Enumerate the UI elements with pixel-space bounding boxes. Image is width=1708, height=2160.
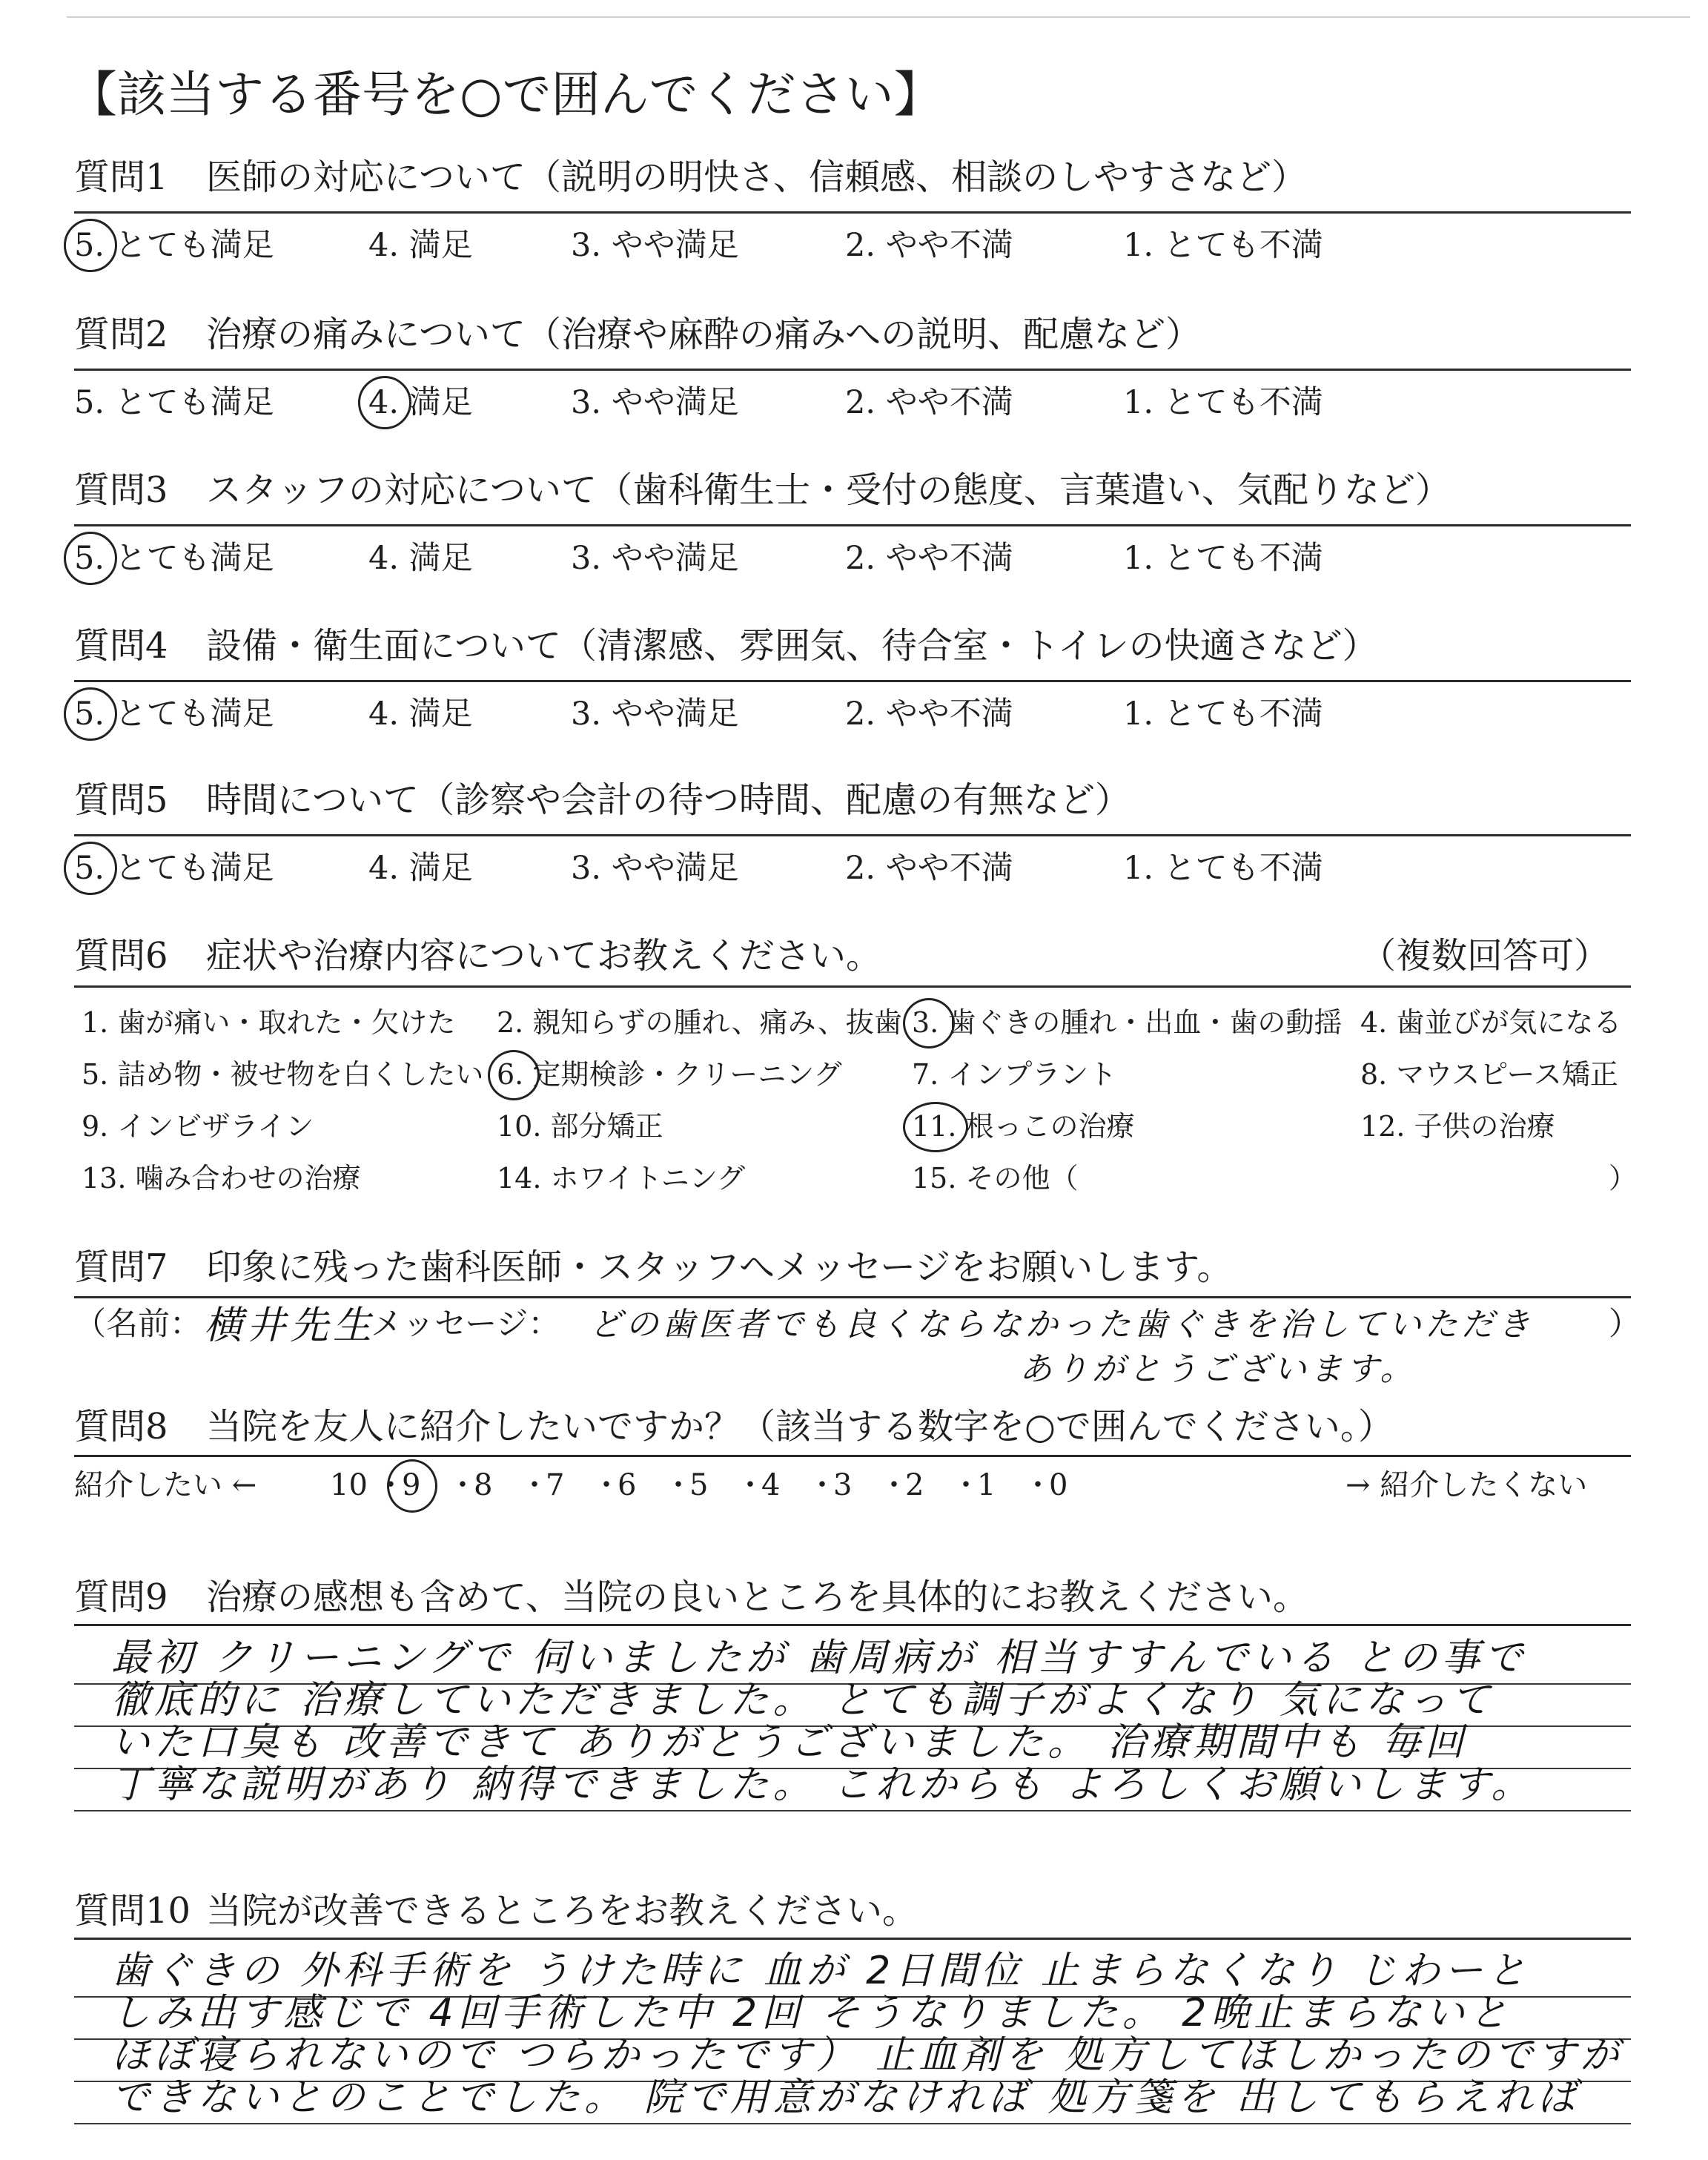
q10-line-1: 歯ぐきの 外科手術を うけた時に 血が 2日間位 止まらなくなり じわーと [111,1949,1531,1993]
q6-selection-circle-11 [903,1102,968,1152]
q8-number-1: 1 [977,1468,996,1502]
question-3-text: スタッフの対応について（歯科衛生士・受付の態度、言葉遣い、気配りなど） [206,469,1452,511]
q9-line-1: 最初 クリーニングで 伺いましたが 歯周病が 相当すすんでいる との事で [111,1636,1528,1680]
q5-option-5: 5. とても満足 [74,850,274,887]
q8-number-5: 5 [689,1468,709,1502]
q6-option-3: 3. 歯ぐきの腫れ・出血・歯の動揺 [912,1006,1343,1039]
q7-message-value: どの歯医者でも良くならなかった歯ぐきを治していただき [589,1306,1534,1344]
q9-text: 治療の感想も含めて、当院の良いところを具体的にお教えください。 [206,1576,1309,1618]
page-title: 【該当する番号を○で囲んでください】 [68,66,943,123]
question-5-underline [74,834,1631,836]
q6-option-16: ） [1609,1162,1638,1195]
q3-selection-circle [64,532,117,585]
q8-dot: ・ [448,1468,477,1502]
q9-line-2: 徹底的に 治療していただきました。 とても調子がよくなり 気になって [111,1678,1494,1723]
q6-option-6: 6. 定期検診・クリーニング [497,1058,842,1091]
q10-text: 当院が改善できるところをお教えください。 [206,1890,918,1932]
q8-dot: ・ [1023,1468,1053,1502]
q5-option-1: 1. とても不満 [1123,850,1323,887]
q4-option-5: 5. とても満足 [74,696,274,733]
question-3-label: 質問3 [74,469,168,511]
q8-text: 当院を友人に紹介したいですか？（該当する数字を○で囲んでください。） [206,1406,1394,1447]
q1-option-4: 4. 満足 [368,227,473,264]
q1-option-3: 3. やや満足 [571,227,739,264]
q10-line-2: しみ出す感じで 4回手術した中 2回 そうなりました。 2晩止まらないと [111,1991,1512,2035]
question-5-text: 時間について（診察や会計の待つ時間、配慮の有無など） [206,779,1131,821]
q8-number-8: 8 [474,1468,493,1502]
q6-label: 質問6 [74,935,168,977]
q7-close-paren: ） [1609,1306,1641,1343]
q5-option-3: 3. やや満足 [571,850,739,887]
q6-selection-circle-3 [903,998,955,1048]
q10-underline [74,1938,1631,1940]
q4-option-2: 2. やや不満 [845,696,1013,733]
q6-option-1: 1. 歯が痛い・取れた・欠けた [82,1006,456,1039]
q10-ruling-4 [74,2123,1631,2124]
q2-selection-circle [358,376,411,429]
question-4-underline [74,680,1631,682]
q8-selection-circle [387,1459,437,1513]
question-5-label: 質問5 [74,779,168,821]
q4-option-1: 1. とても不満 [1123,696,1323,733]
question-4-text: 設備・衛生面について（清潔感、雰囲気、待合室・トイレの快適さなど） [206,625,1378,667]
q4-selection-circle [64,687,117,741]
question-1-text: 医師の対応について（説明の明快さ、信頼感、相談のしやすさなど） [206,156,1308,198]
q8-dot: ・ [735,1468,765,1502]
q9-line-3: いた口臭も 改善できて ありがとうございました。 治療期間中も 毎回 [111,1720,1469,1765]
q10-label: 質問10 [74,1890,191,1932]
q1-option-2: 2. やや不満 [845,227,1013,264]
q8-number-6: 6 [618,1468,637,1502]
q8-left-label: 紹介したい ← [74,1468,257,1502]
question-1-underline [74,211,1631,214]
q10-line-3: ほぼ寝られないので つらかったです） 止血剤を 処方してほしかったのですが [111,2033,1623,2078]
question-4-label: 質問4 [74,625,168,667]
q6-option-9: 9. インビザライン [82,1110,314,1143]
q8-underline [74,1455,1631,1457]
q9-ruling-4 [74,1810,1631,1811]
q4-option-3: 3. やや満足 [571,696,739,733]
q8-number-2: 2 [905,1468,924,1502]
q6-option-13: 13. 噛み合わせの治療 [82,1162,361,1195]
q4-option-4: 4. 満足 [368,696,473,733]
q2-option-1: 1. とても不満 [1123,384,1323,421]
q3-option-1: 1. とても不満 [1123,540,1323,577]
q5-option-4: 4. 満足 [368,850,473,887]
q8-right-label: → 紹介したくない [1345,1468,1588,1502]
q6-option-12: 12. 子供の治療 [1360,1110,1555,1143]
q8-number-0: 0 [1049,1468,1068,1502]
q8-dot: ・ [807,1468,837,1502]
q3-option-2: 2. やや不満 [845,540,1013,577]
q6-option-11: 11. 根っこの治療 [912,1110,1135,1143]
q7-name-value: 横井先生 [204,1304,377,1348]
q7-label: 質問7 [74,1246,168,1288]
q8-number-3: 3 [833,1468,853,1502]
q7-message-line2: ありがとうございます。 [1019,1350,1417,1388]
q8-number-10: 10 [330,1468,368,1502]
q2-option-3: 3. やや満足 [571,384,739,421]
q1-option-5: 5. とても満足 [74,227,274,264]
q3-option-5: 5. とても満足 [74,540,274,577]
question-2-label: 質問2 [74,314,168,355]
q7-text: 印象に残った歯科医師・スタッフへメッセージをお願いします。 [206,1246,1233,1288]
q9-underline [74,1624,1631,1626]
question-3-underline [74,524,1631,526]
q6-option-8: 8. マウスピース矯正 [1360,1058,1618,1091]
q10-line-4: できないとのことでした。 院で用意がなければ 処方箋を 出してもらえれば [111,2075,1580,2120]
q8-dot: ・ [376,1468,406,1502]
q8-number-7: 7 [546,1468,565,1502]
q9-line-4: 丁寧な説明があり 納得できました。 これからも よろしくお願いします。 [111,1763,1535,1807]
question-2-text: 治療の痛みについて（治療や麻酔の痛みへの説明、配慮など） [206,314,1202,355]
q6-text: 症状や治療内容についてお教えください。 [206,935,882,977]
q8-dot: ・ [592,1468,621,1502]
q8-label: 質問8 [74,1406,168,1447]
q5-selection-circle [64,842,117,895]
question-2-underline [74,369,1631,371]
q8-number-4: 4 [761,1468,781,1502]
q7-message-label: メッセージ： [371,1306,560,1343]
q5-option-2: 2. やや不満 [845,850,1013,887]
q7-underline [74,1296,1631,1298]
q8-number-9: 9 [402,1468,421,1502]
q7-name-label: （名前： [74,1306,202,1343]
q6-option-10: 10. 部分矯正 [497,1110,663,1143]
q1-option-1: 1. とても不満 [1123,227,1323,264]
q1-selection-circle [64,219,117,272]
q6-option-2: 2. 親知らずの腫れ、痛み、抜歯 [497,1006,902,1039]
q6-option-5: 5. 詰め物・被せ物を白くしたい [82,1058,484,1091]
q2-option-2: 2. やや不満 [845,384,1013,421]
q6-option-14: 14. ホワイトニング [497,1162,746,1195]
q6-underline [74,985,1631,988]
q2-option-5: 5. とても満足 [74,384,274,421]
q8-dot: ・ [951,1468,981,1502]
q9-label: 質問9 [74,1576,168,1618]
q3-option-4: 4. 満足 [368,540,473,577]
page-top-border [67,16,1690,18]
q8-dot: ・ [520,1468,549,1502]
q6-selection-circle-6 [488,1050,540,1100]
q6-note: （複数回答可） [1360,935,1610,977]
q8-dot: ・ [663,1468,693,1502]
q3-option-3: 3. やや満足 [571,540,739,577]
q6-option-7: 7. インプラント [912,1058,1117,1091]
q8-dot: ・ [879,1468,909,1502]
q6-option-15: 15. その他（ [912,1162,1079,1195]
q6-option-4: 4. 歯並びが気になる [1360,1006,1622,1039]
q2-option-4: 4. 満足 [368,384,473,421]
question-1-label: 質問1 [74,156,168,198]
